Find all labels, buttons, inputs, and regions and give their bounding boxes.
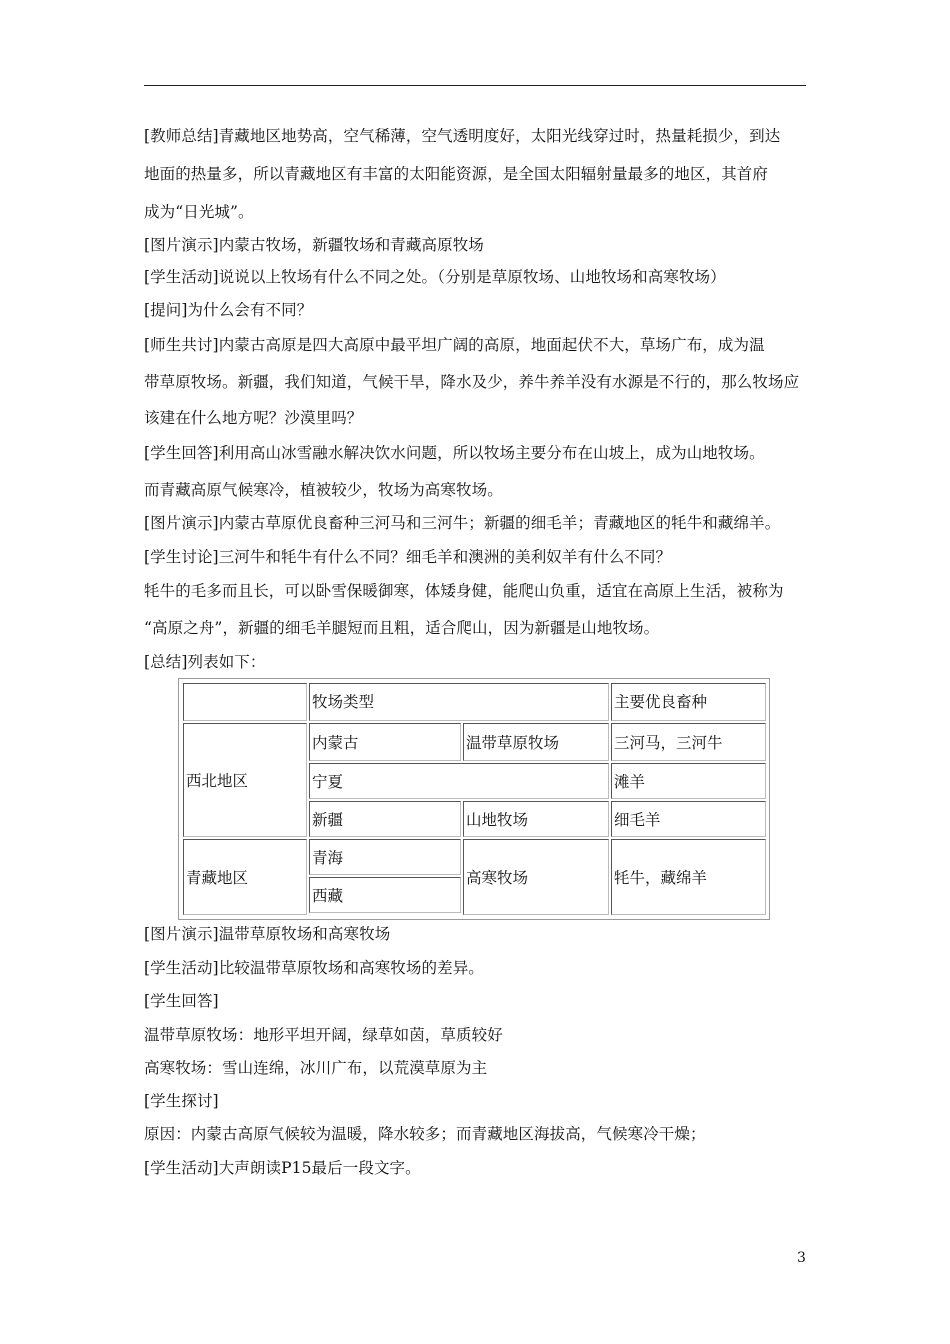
paragraph-line: 该建在什么地方呢？沙漠里吗？ — [144, 409, 363, 427]
paragraph-line: [学生讨论]三河牛和牦牛有什么不同？细毛羊和澳洲的美利奴羊有什么不同？ — [144, 548, 672, 566]
paragraph-line: [师生共讨]内蒙古高原是四大高原中最平坦广阔的高原，地面起伏不大，草场广布，成为温 — [144, 336, 765, 354]
page-number: 3 — [797, 1250, 806, 1266]
table-region-northwest: 西北地区 — [183, 723, 307, 837]
paragraph-line: 牦牛的毛多而且长，可以卧雪保暖御寒，体矮身健，能爬山负重，适宜在高原上生活，被称为 — [144, 582, 784, 600]
paragraph-line: [图片演示]内蒙古牧场，新疆牧场和青藏高原牧场 — [144, 236, 484, 254]
table-cell-xinjiang-breed: 细毛羊 — [611, 801, 766, 837]
paragraph-line: [学生探讨] — [144, 1092, 219, 1110]
paragraph-line: [图片演示]温带草原牧场和高寒牧场 — [144, 925, 391, 943]
paragraph-line: 成为“日光城”。 — [144, 203, 254, 221]
table-cell-qingzang-breed: 牦牛，藏绵羊 — [611, 839, 766, 915]
table-cell-xinjiang-type: 山地牧场 — [463, 801, 609, 837]
paragraph-line: [学生活动]大声朗读P15最后一段文字。 — [144, 1159, 421, 1177]
paragraph-line: [总结]列表如下： — [144, 653, 266, 671]
paragraph-line: [学生活动]说说以上牧场有什么不同之处。（分别是草原牧场、山地牧场和高寒牧场） — [144, 268, 726, 286]
paragraph-line: [学生活动]比较温带草原牧场和高寒牧场的差异。 — [144, 959, 484, 977]
table-empty-corner — [183, 683, 307, 721]
paragraph-line: 高寒牧场：雪山连绵，冰川广布，以荒漠草原为主 — [144, 1059, 488, 1077]
paragraph-line: [图片演示]内蒙古草原优良畜种三河马和三河牛；新疆的细毛羊；青藏地区的牦牛和藏绵羊。 — [144, 514, 781, 532]
paragraph-line: [教师总结]青藏地区地势高，空气稀薄，空气透明度好，太阳光线穿过时，热量耗损少，到达 — [144, 127, 781, 145]
paragraph-line: 地面的热量多，所以青藏地区有丰富的太阳能资源，是全国太阳辐射量最多的地区，其首府 — [144, 165, 769, 183]
paragraph-line: [学生回答]利用高山冰雪融水解决饮水问题，所以牧场主要分布在山坡上，成为山地牧场。 — [144, 444, 765, 462]
table-cell-xinjiang: 新疆 — [309, 801, 461, 837]
table-cell-neimenggu: 内蒙古 — [309, 723, 461, 761]
header-rule — [144, 85, 806, 86]
table-cell-neimenggu-type: 温带草原牧场 — [463, 723, 609, 761]
table-cell-neimenggu-breed: 三河马，三河牛 — [611, 723, 766, 761]
paragraph-line: 温带草原牧场：地形平坦开阔，绿草如茵，草质较好 — [144, 1026, 503, 1044]
table-cell-ningxia-breed: 滩羊 — [611, 763, 766, 799]
table-cell-qinghai: 青海 — [309, 839, 461, 875]
table-header-breed: 主要优良畜种 — [611, 683, 766, 721]
paragraph-line: [提问]为什么会有不同？ — [144, 301, 313, 319]
livestock-table — [178, 678, 770, 920]
paragraph-line: 而青藏高原气候寒冷，植被较少，牧场为高寒牧场。 — [144, 481, 503, 499]
paragraph-line: 原因：内蒙古高原气候较为温暖，降水较多；而青藏地区海拔高，气候寒冷干燥； — [144, 1125, 706, 1143]
table-cell-ningxia: 宁夏 — [309, 763, 609, 799]
paragraph-line: [学生回答] — [144, 992, 219, 1010]
paragraph-line: 带草原牧场。新疆，我们知道，气候干旱，降水及少，养牛养羊没有水源是不行的，那么牧场应 — [144, 373, 800, 391]
table-region-qingzang: 青藏地区 — [183, 839, 307, 915]
table-header-pasture-type: 牧场类型 — [309, 683, 609, 721]
table-cell-qingzang-type: 高寒牧场 — [463, 839, 609, 915]
paragraph-line: “高原之舟”，新疆的细毛羊腿短而且粗，适合爬山，因为新疆是山地牧场。 — [144, 619, 660, 637]
table-cell-xizang: 西藏 — [309, 877, 461, 913]
